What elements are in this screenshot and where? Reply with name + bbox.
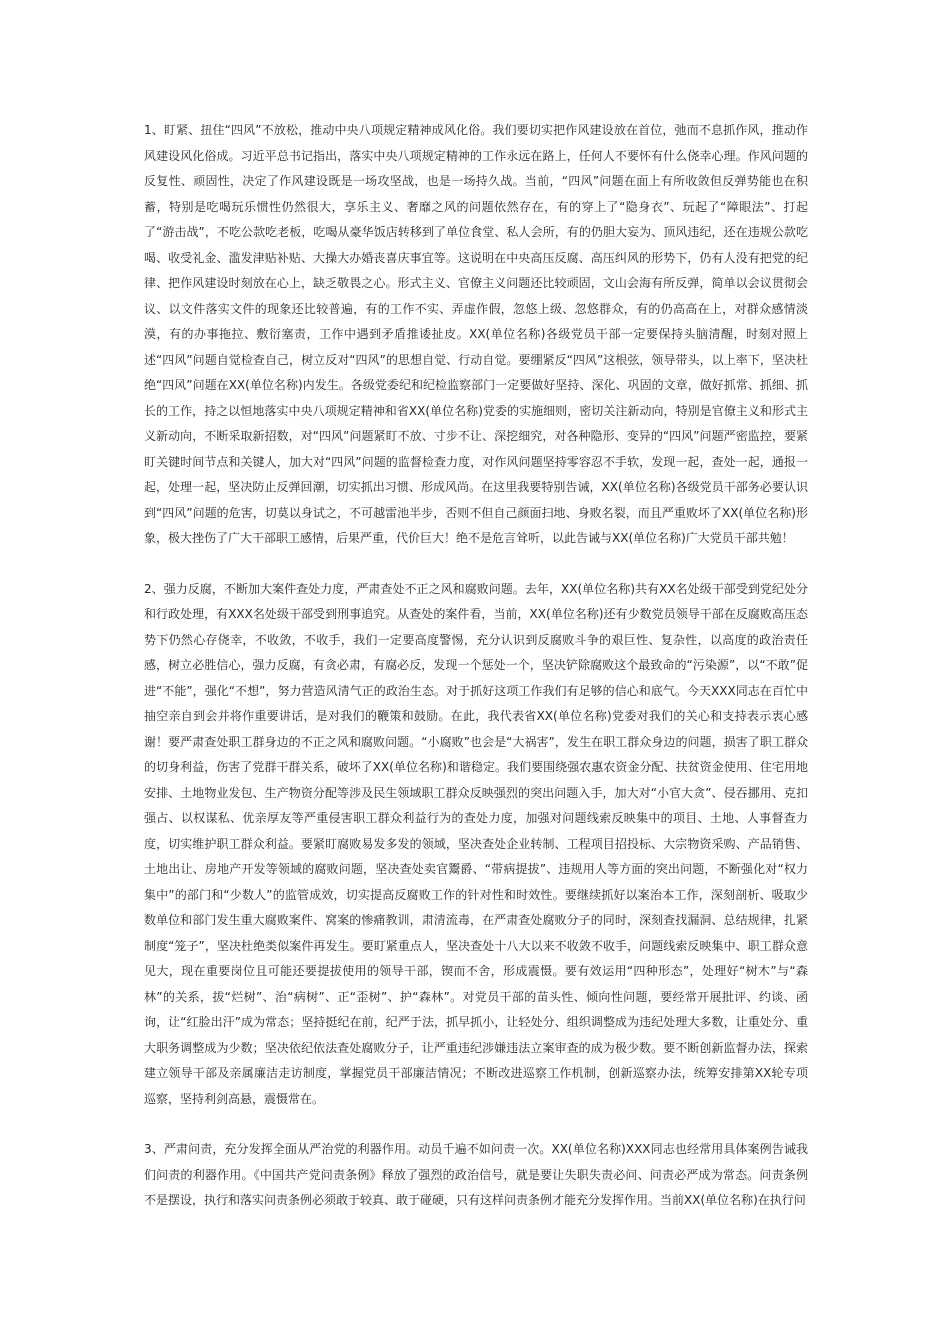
paragraph-3: 3、严肃问责，充分发挥全面从严治党的利器作用。动员千遍不如问责一次。XX(单位名称)XXX同志也经常用具体案例告诫我们问责的利器作用。《中国共产党问责条例》释放了强烈的政治信号，就是要让失职失责必问、问责必严成为常态。问责条例不是摆设，执行和落实问责条例必须敢于较真、敢于碰硬，只有这样问责条例才能充分发挥作用。当前XX(单位名称)在执行问 xyxy=(144,1142,808,1207)
paragraph-1: 1、盯紧、扭住“四风”不放松，推动中央八项规定精神成风化俗。我们要切实把作风建设放在首位，弛而不息抓作风，推动作风建设风化俗成。习近平总书记指出，落实中央八项规定精神的工作永远在路上，任何人不要怀有什么侥幸心理。作风问题的反复性、顽固性，决定了作风建设既是一场攻坚战，也是一场持久战。当前，“四风”问题在面上有所收敛但反弹势能也在积蓄，特别是吃喝玩乐惯性仍然很大，享乐主义、奢靡之风的问题依然存在，有的穿上了“隐身衣”、玩起了“障眼法”、打起了“游击战”，不吃公款吃老板，吃喝从豪华饭店转移到了单位食堂、私人会所，有的仍胆大妄为、顶风违纪，还在违规公款吃喝、收受礼金、滥发津贴补贴、大操大办婚丧喜庆事宜等。这说明在中央高压反腐、高压纠风的形势下，仍有人没有把党的纪律、把作风建设时刻放在心上，缺乏敬畏之心。形式主义、官僚主义问题还比较顽固，文山会海有所反弹，简单以会议贯彻会议、以文件落实文件的现象还比较普遍，有的工作不实、弄虚作假，忽悠上级、忽悠群众，有的仍高高在上，对群众感情淡漠，有的办事拖拉、敷衍塞责，工作中遇到矛盾推诿扯皮。XX(单位名称)各级党员干部一定要保持头脑清醒，时刻对照上述“四风”问题自觉检查自己，树立反对“四风”的思想自觉、行动自觉。要绷紧反“四风”这根弦，领导带头，以上率下，坚决杜绝“四风”问题在XX(单位名称)内发生。各级党委纪和纪检监察部门一定要做好坚持、深化、巩固的文章，做好抓常、抓细、抓长的工作，持之以恒地落实中央八项规定精神和省XX(单位名称)党委的实施细则，密切关注新动向，特别是官僚主义和形式主义新动向，不断采取新招数，对“四风”问题紧盯不放、寸步不让、深挖细究，对各种隐形、变异的“四风”问题严密监控，要紧盯关键时间节点和关键人，加大对“四风”问题的监督检查力度，对作风问题坚持零容忍不手软，发现一起，查处一起，通报一起，处理一起，坚决防止反弹回潮，切实抓出习惯、形成风尚。在这里我要特别告诫，XX(单位名称)各级党员干部务必要认识到“四风”问题的危害，切莫以身试之，不可越雷池半步，否则不但自己颜面扫地、身败名裂，而且严重败坏了XX(单位名称)形象，极大挫伤了广大干部职工感情，后果严重，代价巨大！绝不是危言耸听，以此告诫与XX(单位名称)广大党员干部共勉！ xyxy=(144,123,808,545)
paragraph-2: 2、强力反腐，不断加大案件查处力度，严肃查处不正之风和腐败问题。去年，XX(单位名称)共有XX名处级干部受到党纪处分和行政处理，有XXX名处级干部受到刑事追究。从查处的案件看，当前，XX(单位名称)还有少数党员领导干部在反腐败高压态势下仍然心存侥幸，不收敛，不收手，我们一定要高度警惕，充分认识到反腐败斗争的艰巨性、复杂性，以高度的政治责任感，树立必胜信心，强力反腐，有贪必肃，有腐必反，发现一个惩处一个，坚决铲除腐败这个最致命的“污染源”，以“不敢”促进“不能”，强化“不想”，努力营造风清气正的政治生态。对于抓好这项工作我们有足够的信心和底气。今天XXX同志在百忙中抽空亲自到会并将作重要讲话，是对我们的鞭策和鼓励。在此，我代表省XX(单位名称)党委对我们的关心和支持表示衷心感谢！要严肃查处职工群身边的不正之风和腐败问题。“小腐败”也会是“大祸害”，发生在职工群众身边的问题，损害了职工群众的切身利益，伤害了党群干群关系，破坏了XX(单位名称)和谐稳定。我们要围绕强农惠农资金分配、扶贫资金使用、住宅用地安排、土地物业发包、生产物资分配等涉及民生领域职工群众反映强烈的突出问题入手，加大对“小官大贪”、侵吞挪用、克扣强占、以权谋私、优亲厚友等严重侵害职工群众利益行为的查处力度，加强对问题线索反映集中的项目、土地、人事督查力度，切实维护职工群众利益。要紧盯腐败易发多发的领域，坚决查处企业转制、工程项目招投标、大宗物资采购、产品销售、土地出让、房地产开发等领域的腐败问题，坚决查处卖官鬻爵、“带病提拔”、违规用人等方面的突出问题，不断强化对“权力集中”的部门和“少数人”的监管成效，切实提高反腐败工作的针对性和时效性。要继续抓好以案治本工作，深刻剖析、吸取少数单位和部门发生重大腐败案件、窝案的惨痛教训，肃清流毒，在严肃查处腐败分子的同时，深刻查找漏洞、总结规律，扎紧制度“笼子”，坚决杜绝类似案件再发生。要盯紧重点人，坚决查处十八大以来不收敛不收手，问题线索反映集中、职工群众意见大，现在重要岗位且可能还要提拔使用的领导干部，锲而不舍，形成震慑。要有效运用“四种形态”，处理好“树木”与“森林”的关系，拔“烂树”、治“病树”、正“歪树”、护“森林”。对党员干部的苗头性、倾向性问题，要经常开展批评、约谈、函询，让“红脸出汗”成为常态；坚持挺纪在前，纪严于法，抓早抓小，让轻处分、组织调整成为违纪处理大多数，让重处分、重大职务调整成为少数；坚决依纪依法查处腐败分子，让严重违纪涉嫌违法立案审查的成为极少数。要不断创新监督办法，探索建立领导干部及亲属廉洁走访制度，掌握党员干部廉洁情况；不断改进巡察工作机制，创新巡察办法，统筹安排第XX轮专项巡察，坚持利剑高悬，震慑常在。 xyxy=(144,581,808,1106)
document-page xyxy=(144,118,808,1239)
